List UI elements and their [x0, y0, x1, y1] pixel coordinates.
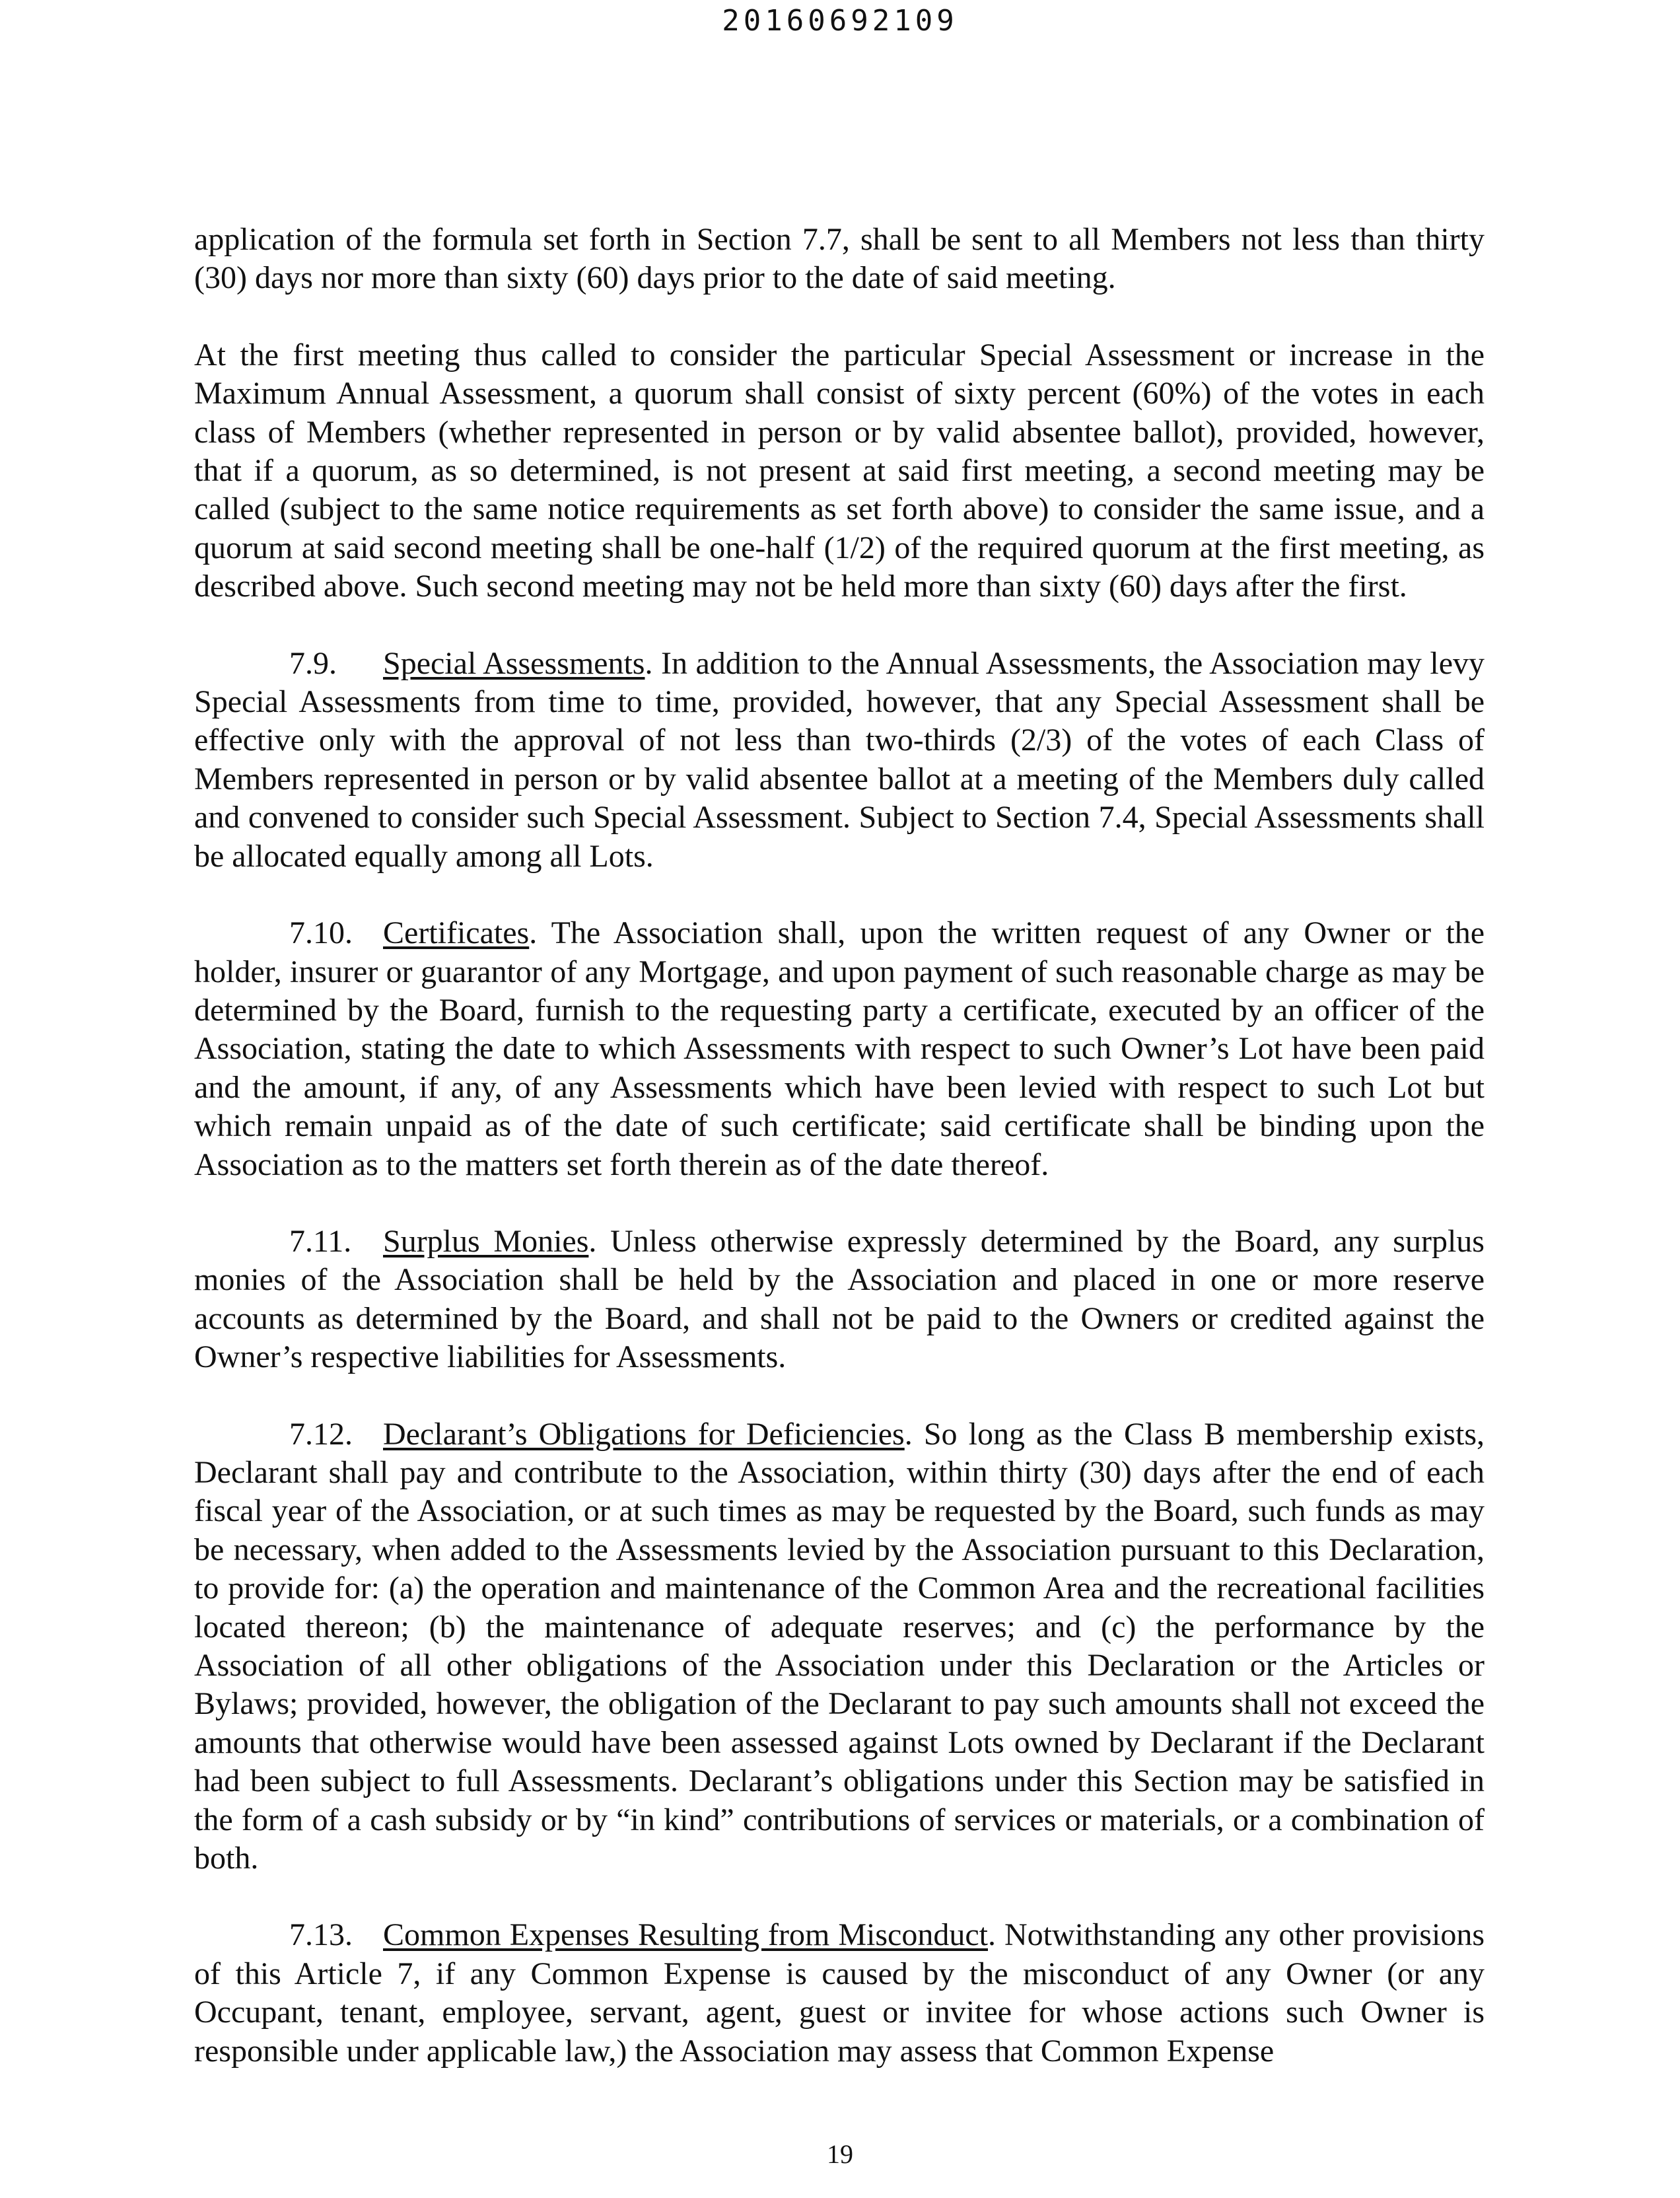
section-number: 7.13.	[289, 1917, 353, 1953]
section-text: . In addition to the Annual Assessments, the Association may levy Special Assessments from time to time, provided, however, that any Special Assessment shall be effective only with the approval of not less than two-thirds (2/3) of the votes of each Class of Members represented in person or by valid absentee ballot at a meeting of the Members duly called and convened to consider such Special Assessment. Subject to Section 7.4, Special Assessments shall be allocated equally among all Lots.	[194, 645, 1485, 874]
section-title: Surplus Monies	[383, 1223, 589, 1259]
paragraph-continuation: application of the formula set forth in Section 7.7, shall be sent to all Members not less than thirty (30) days nor more than sixty (60) days prior to the date of said meeting.	[194, 222, 1485, 296]
section-title: Common Expenses Resulting from Misconduct	[383, 1917, 988, 1953]
section-number: 7.11.	[289, 1223, 352, 1259]
section-title: Certificates	[383, 915, 530, 951]
section-7-13	[194, 1916, 1485, 2071]
section-7-9	[194, 645, 1485, 876]
section-title: Special Assessments	[383, 645, 645, 681]
paragraph-first-meeting-quorum: At the first meeting thus called to consider the particular Special Assessment or increase in the Maximum Annual Assessment, a quorum shall consist of sixty percent (60%) of the votes in each class of Members (whether represented in person or by valid absentee ballot), provided, however, that if a quorum, as so determined, is not present at said first meeting, a second meeting may be called (subject to the same notice requirements as set forth above) to consider the same issue, and a quorum at said second meeting shall be one-half (1/2) of the required quorum at the first meeting, as described above. Such second meeting may not be held more than sixty (60) days after the first.	[194, 337, 1485, 604]
section-title: Declarant’s Obligations for Deficiencies	[383, 1416, 905, 1452]
page-number: 19	[827, 2139, 853, 2169]
section-number: 7.9.	[289, 645, 337, 681]
section-7-12	[194, 1415, 1485, 1878]
section-7-11	[194, 1223, 1485, 1377]
section-text: . Unless otherwise expressly determined by the Board, any surplus monies of the Association shall be held by the Association and placed in one or more reserve accounts as determined by the Board, and shall not be paid to the Owners or credited against the Owner’s respective liabilities for Assessments.	[194, 1223, 1485, 1375]
document-number: 20160692109	[722, 4, 958, 38]
section-text: . So long as the Class B membership exists, Declarant shall pay and contribute to the Association, within thirty (30) days after the end of each fiscal year of the Association, or at such times as may be requested by the Board, such funds as may be necessary, when added to the Assessments levied by the Association pursuant to this Declaration, to provide for: (a) the operation and maintenance of the Common Area and the recreational facilities located thereon; (b) the maintenance of adequate reserves; and (c) the performance by the Association of all other obligations of the Association under this Declaration or the Articles or Bylaws; provided, however, the obligation of the Declarant to pay such amounts shall not exceed the amounts that otherwise would have been assessed against Lots owned by Declarant if the Declarant had been subject to full Assessments. Declarant’s obligations under this Section may be satisfied in the form of a cash subsidy or by “in kind” contributions of services or materials, or a combination of both.	[194, 1416, 1485, 1876]
section-7-10	[194, 914, 1485, 1184]
document-body	[194, 221, 1485, 2109]
section-text: . Notwithstanding any other provisions of this Article 7, if any Common Expense is caused by the misconduct of any Owner (or any Occupant, tenant, employee, servant, agent, guest or invitee for whose actions such Owner is responsible under applicable law,) the Association may assess that Common Expense	[194, 1917, 1485, 2069]
section-text: . The Association shall, upon the written request of any Owner or the holder, insurer or guarantor of any Mortgage, and upon payment of such reasonable charge as may be determined by the Board, furnish to the requesting party a certificate, executed by an officer of the Association, stating the date to which Assessments with respect to such Owner’s Lot have been paid and the amount, if any, of any Assessments which have been levied with respect to such Lot but which remain unpaid as of the date of such certificate; said certificate shall be binding upon the Association as to the matters set forth therein as of the date thereof.	[194, 915, 1485, 1182]
section-number: 7.12.	[289, 1416, 353, 1452]
section-number: 7.10.	[289, 915, 353, 951]
